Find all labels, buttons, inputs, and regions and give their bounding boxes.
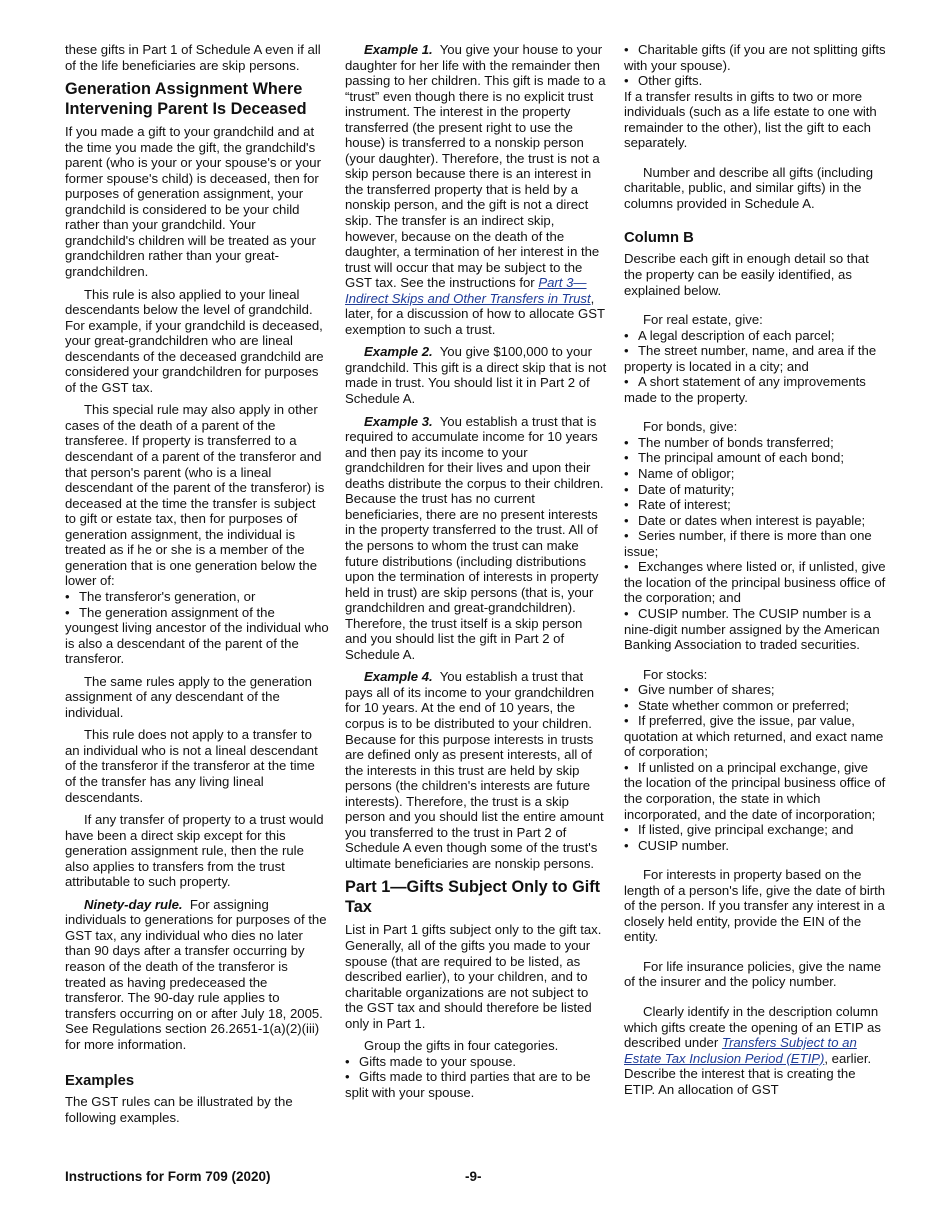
page-number: -9-: [465, 1169, 482, 1184]
bullet-icon: •: [624, 837, 629, 853]
bullet-item: • The street number, name, and area if the property is located in a city; and: [624, 343, 877, 374]
bullet-item: • If listed, give principal exchange; and: [624, 822, 854, 838]
example-2-paragraph: Example 2. You give $100,000 to your grandchild. This gift is a direct skip that is not made in trust. You should list it in Part 2 of Schedule A.: [345, 344, 607, 407]
bullet-icon: •: [624, 822, 629, 838]
bullet-item: • The number of bonds transferred;: [624, 434, 834, 450]
real-estate-lead: For real estate, give:: [643, 312, 763, 328]
bullet-icon: •: [345, 1069, 350, 1085]
bullet-item: • Rate of interest;: [624, 497, 731, 513]
paragraph: Number and describe all gifts (including charitable, public, and similar gifts) in the columns provided in Schedule A.: [624, 164, 874, 211]
example-3-paragraph: Example 3. You establish a trust that is required to accumulate income for 10 years and then pay its income to your grandchildren for their lives and upon their deaths distribute the corpus to their children. Because the trust has no current beneficiaries, there are no present interests in the property transferred to the trust. All of the persons to whom the trust can make future distributions (including distributions upon the termination of interests in property held in trust) are skip persons (that is, your grandchildren and great-grandchildren). Therefore, the trust itself is a skip person and you should list the gift in Part 2 of Schedule A.: [345, 413, 604, 662]
paragraph: Describe each gift in enough detail so that the property can be easily identified, as explained below.: [624, 251, 869, 298]
column-3: [624, 42, 886, 1104]
bullet-icon: •: [624, 559, 629, 575]
bullet-item: • Gifts made to third parties that are to be split with your spouse.: [345, 1069, 591, 1100]
paragraph: If any transfer of property to a trust would have been a direct skip except for this generation assignment rule, then the rule also applies to transfers from the trust attributable to such property.: [65, 812, 324, 890]
bullet-icon: •: [624, 466, 629, 482]
etip-paragraph: Clearly identify in the description column which gifts create the opening of an ETIP as described under Transfers Subject to an Estate Tax Inclusion Period (ETIP), earlier. Describe the interest that is creating the ETIP. An allocation of GST: [624, 1003, 881, 1097]
bullet-icon: •: [624, 713, 629, 729]
paragraph: For interests in property based on the length of a person's life, give the date of birth of the person. If you transfer any interest in a closely held entity, provide the EIN of the entity.: [624, 867, 886, 945]
intro-paragraph: these gifts in Part 1 of Schedule A even if all of the life beneficiaries are skip persons.: [65, 42, 321, 73]
bullet-item: • CUSIP number. The CUSIP number is a nine-digit number assigned by the American Banking Association to traded securities.: [624, 605, 880, 653]
bullet-icon: •: [624, 759, 629, 775]
bullet-item: • Other gifts.: [624, 73, 703, 89]
bullet-item: • Date of maturity;: [624, 481, 735, 497]
paragraph: This rule is also applied to your lineal descendants below the level of grandchild. For example, if your grandchild is deceased, your great-grandchildren who are lineal descendants of the deceased grandchild are considered your grandchildren for purposes of the GST tax.: [65, 286, 324, 395]
bullet-icon: •: [624, 434, 629, 450]
paragraph: This special rule may also apply in other cases of the death of a parent of the transferee. If property is transferred to a descendant of a parent of the transferor and that person's parent (who is a lineal descendant of the parent of the transferor) is deceased at the time the transfer is subject to gift or estate tax, then for purposes of generation assignment, the individual is treated as if he or she is a member of the generation that is one generation below the lower of:: [65, 402, 325, 589]
bullet-icon: •: [624, 481, 629, 497]
bullet-icon: •: [624, 697, 629, 713]
bullet-item: • Exchanges where listed or, if unlisted, give the location of the principal business office of the corporation; and: [624, 559, 886, 606]
bonds-lead: For bonds, give:: [643, 419, 738, 435]
example-4-paragraph: Example 4. You establish a trust that pays all of its income to your grandchildren for 10 years. At the end of 10 years, the corpus is to be distributed to your children. Because for this purpose interests in trusts are defined only as present interests, all of the interests in this trust are held by skip persons (the children's interests are future interests). Therefore, the trust is a skip person and you should list the entire amount you transferred to the trust in Part 2 of Schedule A even though some of the trust's ultimate beneficiaries are nonskip persons.: [345, 669, 604, 871]
paragraph: This rule does not apply to a transfer to an individual who is not a lineal descendant of the transferor if the transferor at the time of the transfer has any living lineal descendants.: [65, 727, 318, 805]
bullet-icon: •: [624, 343, 629, 359]
example-1-paragraph: Example 1. You give your house to your daughter for her life with the remainder then passing to her children. This gift is made to a “trust” even though there is no explicit trust instrument. The interest in the property transferred (the present right to use the house) is transferred to a nonskip person (your daughter). Therefore, the trust is not a skip person because there is an interest in the transferred property that is held by a nonskip person, and the gift is not a direct skip. The transfer is an indirect skip, however, because on the death of the daughter, a termination of her interest in the trust will occur that may be subject to the GST tax. See the instructions for Part 3—Indirect Skips and Other Transfers in Trust, later, for a discussion of how to allocate GST exemption to such a trust.: [345, 42, 606, 337]
heading-examples: Examples: [65, 1073, 135, 1090]
paragraph: List in Part 1 gifts subject only to the gift tax. Generally, all of the gifts you made to your spouse (that are required to be listed, as described earlier), to your children, and to charitable organizations are not subject to the GST tax and should therefore be listed only in Part 1.: [345, 922, 602, 1031]
bullet-item: • If preferred, give the issue, par value, quotation at which returned, and exact name of corporation;: [624, 713, 884, 760]
bullet-icon: •: [624, 528, 629, 544]
bullet-icon: •: [624, 497, 629, 513]
bullet-icon: •: [624, 605, 629, 621]
footer-form-title: Instructions for Form 709 (2020): [65, 1169, 271, 1184]
bullet-icon: •: [624, 73, 629, 89]
bullet-item: • If unlisted on a principal exchange, give the location of the principal business office of the corporation, the state in which incorporated, and the date of incorporation;: [624, 759, 886, 822]
bullet-item: • State whether common or preferred;: [624, 697, 850, 713]
bullet-icon: •: [624, 327, 629, 343]
bullet-icon: •: [345, 1053, 350, 1069]
paragraph: For life insurance policies, give the name of the insurer and the policy number.: [624, 958, 882, 990]
bullet-icon: •: [624, 682, 629, 698]
column-2: [345, 42, 607, 1100]
paragraph: The GST rules can be illustrated by the following examples.: [65, 1094, 293, 1125]
bullet-icon: •: [65, 604, 70, 620]
heading-generation-assignment: Generation Assignment Where Intervening Parent Is Deceased: [65, 80, 307, 118]
paragraph: The same rules apply to the generation assignment of any descendant of the individual.: [65, 673, 312, 720]
bullet-item: • Charitable gifts (if you are not splitting gifts with your spouse).: [624, 42, 886, 73]
bullet-item: • Date or dates when interest is payable;: [624, 512, 866, 528]
stocks-lead: For stocks:: [643, 666, 708, 682]
bullet-item: • The transferor's generation, or: [65, 588, 256, 604]
bullet-item: • Series number, if there is more than one issue;: [624, 528, 872, 559]
bullet-icon: •: [624, 42, 629, 57]
ninety-day-rule-paragraph: Ninety-day rule. For assigning individuals to generations for purposes of the GST tax, any individual who dies no later than 90 days after a transfer occurring by reason of the death of the transferor is treated as having predeceased the transferor. The 90-day rule applies to transfers occurring on or after July 18, 2005. See Regulations section 26.2651-1(a)(2)(iii) for more information.: [65, 896, 327, 1052]
paragraph: Group the gifts in four categories.: [364, 1038, 559, 1054]
bullet-item: • The generation assignment of the youngest living ancestor of the individual who is also a descendant of the parent of the transferor.: [65, 604, 329, 667]
bullet-item: • Gifts made to your spouse.: [345, 1053, 517, 1069]
bullet-item: • CUSIP number.: [624, 837, 730, 853]
bullet-icon: •: [624, 374, 629, 390]
bullet-item: • A legal description of each parcel;: [624, 327, 835, 343]
paragraph: If you made a gift to your grandchild and at the time you made the gift, the grandchild's parent (who is your or your spouse's or your former spouse's child) is deceased, then for purposes of generation assignment, your grandchild is considered to be your child rather than your grandchild. Your grandchild's children will be treated as your grandchildren rather than your great-grandchildren.: [65, 124, 321, 280]
heading-column-b: Column B: [624, 230, 694, 247]
bullet-item: • Give number of shares;: [624, 682, 775, 698]
column-1: [65, 42, 329, 1132]
paragraph: If a transfer results in gifts to two or more individuals (such as a life estate to one with remainder to the other), list the gift to each separately.: [624, 88, 877, 151]
bullet-icon: •: [65, 588, 70, 604]
bullet-item: • A short statement of any improvements made to the property.: [624, 374, 866, 405]
heading-part-1: Part 1—Gifts Subject Only to Gift Tax: [345, 878, 601, 916]
bullet-icon: •: [624, 512, 629, 528]
bullet-item: • The principal amount of each bond;: [624, 450, 845, 466]
part-3-link[interactable]: Part 3—Indirect Skips and Other Transfers in Trust: [345, 275, 591, 306]
bullet-item: • Name of obligor;: [624, 466, 735, 482]
bullet-icon: •: [624, 450, 629, 466]
etip-link[interactable]: Transfers Subject to an Estate Tax Inclusion Period (ETIP): [624, 1035, 857, 1066]
